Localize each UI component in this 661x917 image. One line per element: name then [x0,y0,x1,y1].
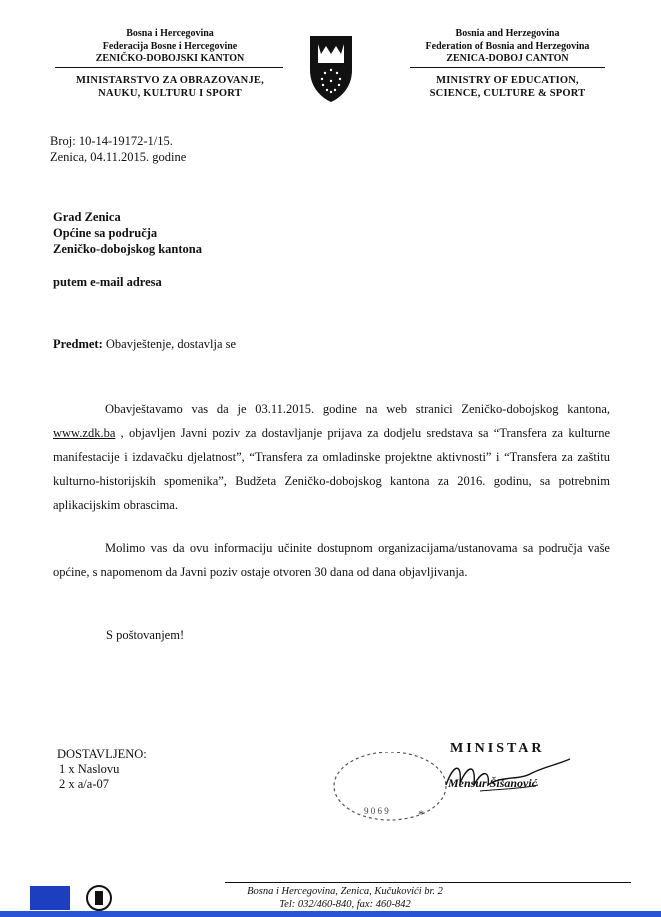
paragraph-1-start: Obavještavamo vas da je 03.11.2015. godine na web stranici Zeničko-dobojskog kantona, [105,402,610,416]
recipient-line3: Zeničko-dobojskog kantona [53,242,202,256]
coat-of-arms-icon [306,34,356,104]
canton-name: ZENIČKO-DOBOJSKI KANTON [95,53,245,64]
ministry-right-line1: MINISTRY OF EDUCATION, [436,75,579,86]
footer-contact: Tel: 032/460-840, fax: 460-842 [279,899,411,910]
ministry-left-line2: NAUKU, KULTURU I SPORT [98,88,242,99]
ministry-left-line1: MINISTARSTVO ZA OBRAZOVANJE, [76,75,264,86]
delivery-method: putem e-mail adresa [53,275,162,289]
ministry-left [55,74,285,100]
signature-title: MINISTAR [450,741,545,756]
recipient-line1: Grad Zenica [53,210,121,224]
distribution-item-2: 2 x a/a-07 [59,777,109,791]
signatory-name: Mensur Šišanović [448,776,538,790]
distribution-title: DOSTAVLJENO: [57,747,147,761]
canton-name-en: ZENICA-DOBOJ CANTON [446,53,569,64]
federation-name-en: Federation of Bosnia and Herzegovina [425,40,590,52]
reference-number: Broj: 10-14-19172-1/15. [50,134,173,148]
ministry-right-line2: SCIENCE, CULTURE & SPORT [429,88,586,99]
distribution-block [57,747,147,792]
subject-text: Obavještenje, dostavlja se [105,337,237,351]
footer-address: Bosna i Hercegovina, Zenica, Kučukovići br. 2 [247,886,443,897]
footer-logo-icon [30,886,70,910]
ministry-right [400,74,615,100]
header-left [60,28,280,66]
svg-text:*: * [418,807,424,821]
closing-greeting: S poštovanjem! [106,628,185,642]
header-right [395,28,620,66]
body-paragraph-1 [53,397,610,517]
footer-color-bar [0,911,661,917]
reference-block [50,133,186,165]
footer-emblem-icon [86,884,112,912]
distribution-item-1: 1 x Naslovu [59,762,120,776]
subject-line [53,336,236,352]
federation-name: Federacija Bosne i Hercegovine [102,40,238,52]
footer-rule [225,882,631,883]
country-name-en: Bosnia and Herzegovina [455,28,560,39]
header-left-rule [55,67,283,68]
reference-date: Zenica, 04.11.2015. godine [50,150,187,164]
country-name: Bosna i Hercegovina [126,28,214,39]
recipients-block [53,209,202,257]
paragraph-1-end: , objavljen Javni poziv za dostavljanje prijava za dodjelu sredstava sa “Transfera za kulturne manifestacije i izdavačku djelatnost”, “Transfera za omladinske projektne aktivnosti” i “Transfera za zaštitu kulturno-historijskih spomenika”, Budžeta Zeničko-dobojskog kantona za 2016. godinu, sa potrebnim aplikacijskim obrascima. [53,426,610,512]
svg-text:9 0 6 9: 9 0 6 9 [364,806,389,816]
recipient-line2: Općine sa područja [53,226,158,240]
body-paragraph-2: Molimo vas da ovu informaciju učinite dostupnom organizacijama/ustanovama sa područja vaše općine, s napomenom da Javni poziv ostaje otvoren 30 dana od dana objavljivanja. [53,541,610,579]
handwritten-signature [440,755,580,800]
subject-label: Predmet: [53,337,103,351]
website-link[interactable]: www.zdk.ba [53,426,116,440]
footer-text [205,885,485,911]
header-right-rule [410,67,605,68]
